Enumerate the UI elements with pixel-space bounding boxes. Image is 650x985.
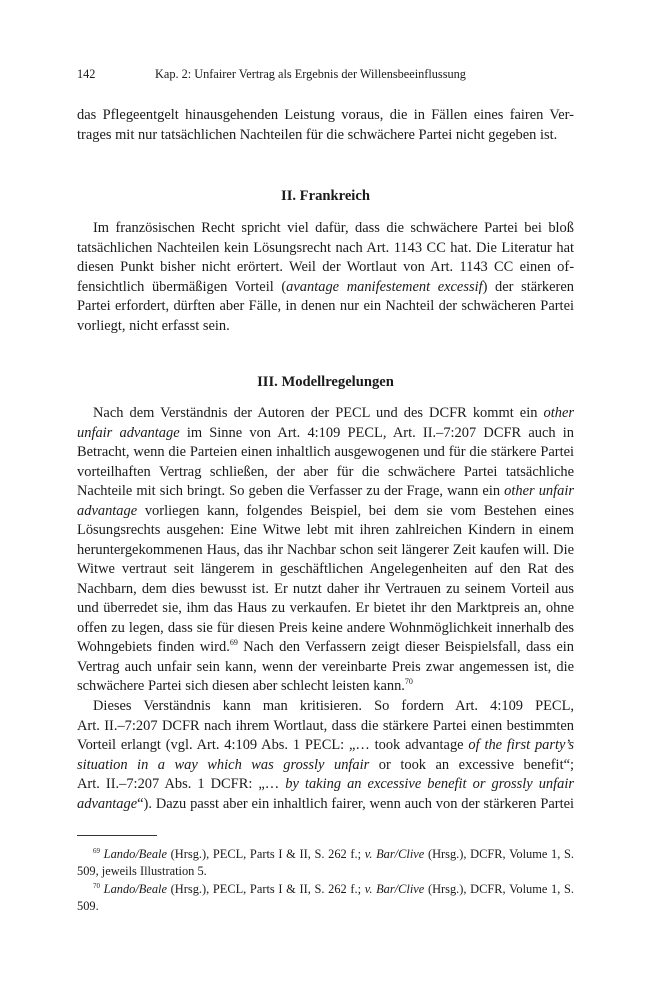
text-line	[77, 775, 574, 795]
text-line	[77, 756, 574, 776]
paragraph-frankreich	[77, 219, 574, 336]
text-run: Nach dem Verständnis der Autoren der PECL und des DCFR kommt ein	[93, 405, 544, 421]
text-line	[77, 736, 574, 756]
text-run: schwächere Partei sich diesen aber schlecht leisten kann.	[77, 678, 405, 694]
text-line: offen zu legen, dass sie für diesen Preis keine andere Wohnmöglichkeit innerhalb des	[77, 619, 574, 636]
paragraph-modellregelungen-1	[77, 404, 574, 697]
text-run: im Sinne von Art. 4:109 PECL, Art. II.–7:207 DCFR auch in	[179, 424, 574, 441]
text-line: Art. II.–7:207 DCFR nach ihrem Wortlaut, dass die stärkere Partei einen bestimmten	[77, 717, 574, 734]
section-heading-frankreich: II. Frankreich	[281, 188, 370, 204]
text-run: vorliegen kann, folgendes Beispiel, bei dem sie vom Bestehen eines	[137, 502, 574, 519]
section-heading-modellregelungen: III. Modellregelungen	[257, 374, 394, 390]
intro-paragraph	[77, 106, 574, 145]
text-run: Art. II.–7:207 Abs. 1 DCFR: „…	[77, 776, 286, 792]
italic-term: avantage manifestement excessif	[286, 278, 483, 295]
footnotes	[77, 846, 574, 916]
text-line: vorteilhaften Vertrag schließen, der aber für die schwächere Partei tatsächliche	[77, 463, 574, 480]
footnote-text: (Hrsg.), DCFR, Volume 1, S. 509.	[77, 882, 575, 913]
page-number: 142	[77, 67, 96, 81]
text-run: ) der stärkeren	[482, 278, 574, 295]
italic-quote: situation in a way which was grossly unfair	[77, 756, 370, 773]
text-line	[77, 404, 574, 424]
running-title: Kap. 2: Unfairer Vertrag als Ergebnis der Willensbeeinflussung	[155, 67, 466, 81]
text-run: or took an excessive benefit“;	[369, 756, 574, 773]
text-line	[77, 502, 574, 522]
text-line	[77, 677, 574, 697]
text-run: Vorteil erlangt (vgl. Art. 4:109 Abs. 1 PECL: „… took advantage	[77, 737, 469, 753]
italic-quote: by taking an excessive benefit or grossly unfair	[285, 776, 574, 792]
text-line: das Pflegeentgelt hinausgehenden Leistung voraus, die in Fällen eines fairen Ver-	[77, 107, 574, 123]
text-line: Im französischen Recht spricht viel dafür, dass die schwächere Partei bei bloß	[93, 220, 574, 236]
text-line: heruntergekommenen Haus, das ihr Nachbar schon seit längerer Zeit kaufen will. Die	[77, 541, 574, 558]
italic-quote: of the first party’s	[468, 737, 574, 753]
footnote-text: (Hrsg.), DCFR, Volume 1, S. 509, jeweils Illustration 5.	[77, 847, 575, 878]
paragraph-modellregelungen-2	[77, 697, 574, 814]
footnote-number: 70	[93, 882, 100, 890]
footnote-text: (Hrsg.), PECL, Parts I & II, S. 262 f.;	[167, 882, 365, 896]
text-line: tatsächlichen Nachteilen kein Lösungsrecht nach Art. 1143 CC hat. Die Literatur hat	[77, 239, 574, 256]
text-line: vorliegt, nicht erfasst sein.	[77, 317, 230, 334]
footnote-ref-70[interactable]: 70	[404, 677, 413, 686]
text-line: Vertrag auch unfair sein kann, wenn der vereinbarte Preis zwar angemessen ist, die	[77, 658, 574, 675]
footnote-69	[77, 846, 574, 879]
text-run: Nach den Verfassern zeigt dieser Beispielsfall, dass ein	[237, 639, 574, 655]
text-line	[77, 424, 574, 444]
text-line	[77, 638, 574, 658]
italic-quote: advantage	[77, 795, 138, 812]
text-line	[77, 795, 574, 815]
text-line: trages mit nur tatsächlichen Nachteilen für die schwächere Partei nicht gegeben ist.	[77, 126, 558, 143]
footnote-text: (Hrsg.), PECL, Parts I & II, S. 262 f.;	[167, 847, 365, 861]
footnote-70	[77, 881, 574, 914]
text-line	[77, 278, 574, 298]
text-line: Betracht, wenn die Parteien einen inhaltlich ausgewogenen und für die stärkere Partei	[77, 444, 574, 460]
text-line: diesen Punkt bisher nicht erörtert. Weil der Wortlaut von Art. 1143 CC einen of-	[77, 259, 574, 275]
footnote-number: 69	[93, 847, 100, 855]
text-line: Nachbarn, dem dies bewusst ist. Er nutzt daher ihr Vertrauen zu seinem Vorteil aus	[77, 580, 574, 597]
text-line: und überredet sie, ihm das Haus zu verkaufen. Er bietet ihr den Marktpreis an, ohne	[77, 600, 574, 616]
italic-term: unfair advantage	[77, 424, 180, 441]
text-line: Partei erfordert, dürften aber Fälle, in denen nur ein Nachteil der schwächeren Partei	[77, 298, 574, 314]
footnote-ref-69[interactable]: 69	[229, 638, 238, 647]
italic-term: other	[543, 405, 574, 421]
footnote-author: Lando/Beale	[103, 882, 167, 896]
footnote-divider	[77, 835, 157, 836]
italic-term: other unfair	[504, 483, 574, 499]
text-run: fensichtlich übermäßigen Vorteil (	[77, 278, 287, 295]
footnote-author: v. Bar/Clive	[364, 882, 425, 896]
footnote-author: Lando/Beale	[103, 847, 167, 861]
text-run: Nachteile mit sich bringt. So geben die Verfasser zu der Frage, wann ein	[77, 483, 505, 499]
text-line: Dieses Verständnis kann man kritisieren. So fordern Art. 4:109 PECL,	[93, 698, 574, 714]
footnote-author: v. Bar/Clive	[364, 847, 425, 861]
text-line: Witwe vertraut seit längerem in geschäftlichen Angelegenheiten auf den Rat des	[77, 561, 574, 577]
text-line	[77, 482, 574, 502]
text-line: Lösungsrechts ausgehen: Eine Witwe lebt mit ihren zahlreichen Kindern in einem	[77, 522, 574, 538]
italic-term: advantage	[77, 502, 138, 519]
text-run: Wohngebiets finden wird.	[77, 639, 230, 655]
text-run: “). Dazu passt aber ein inhaltlich fairer, wenn auch von der stärkeren Partei	[137, 795, 574, 812]
